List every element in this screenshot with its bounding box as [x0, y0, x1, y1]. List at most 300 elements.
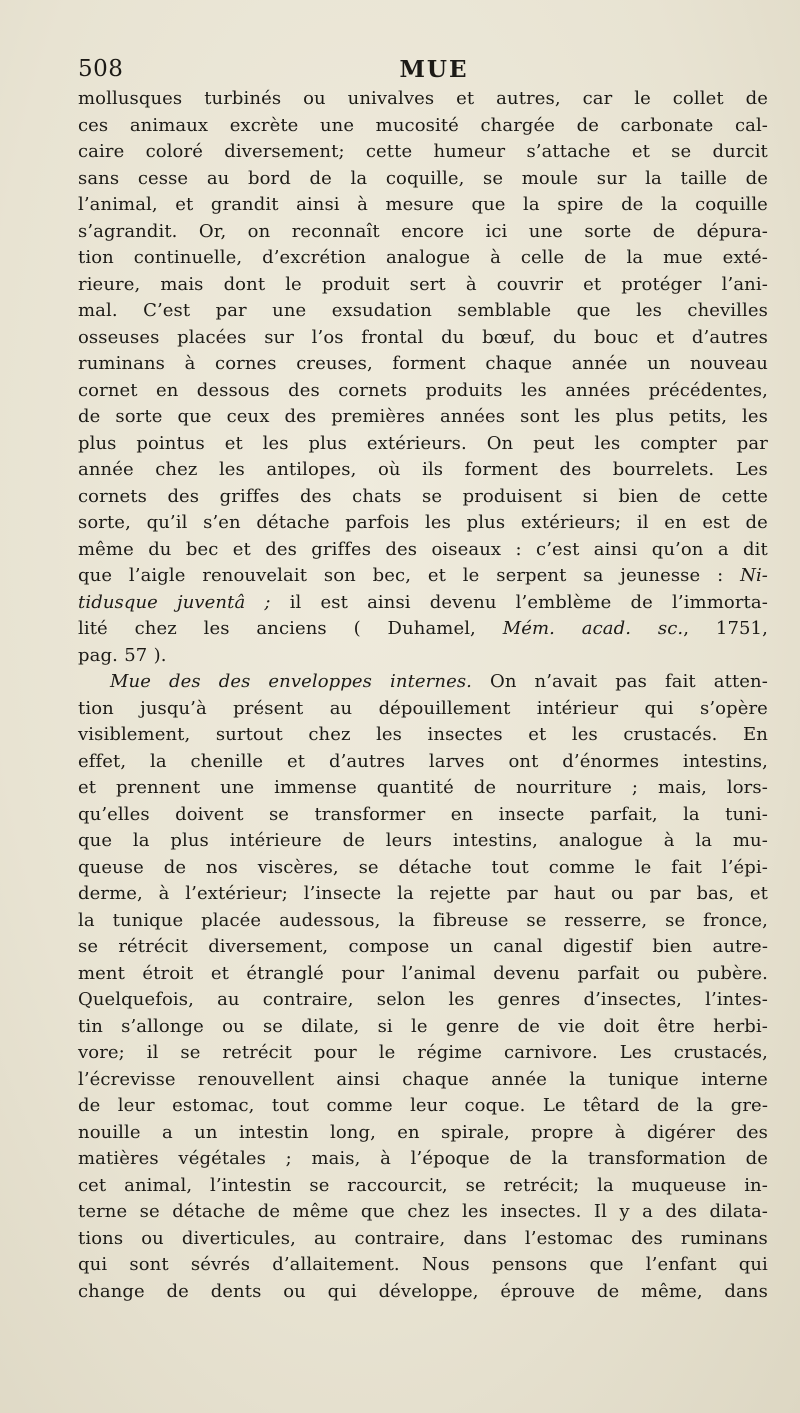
text: si	[377, 1015, 393, 1037]
text: du	[148, 538, 172, 560]
text: que	[78, 830, 113, 851]
text: s’opère	[700, 697, 768, 719]
word	[172, 1093, 254, 1120]
word	[160, 272, 203, 299]
text: au	[217, 989, 240, 1010]
word	[258, 1199, 280, 1226]
word	[746, 166, 768, 193]
word	[491, 1067, 547, 1094]
word	[653, 219, 675, 246]
word	[202, 563, 307, 590]
text: pour	[313, 1042, 357, 1063]
text-line	[78, 616, 768, 643]
text: est	[320, 591, 348, 613]
text: ou	[222, 1015, 245, 1037]
word	[465, 457, 538, 484]
text: ainsi	[336, 1068, 380, 1090]
text: pag.	[78, 644, 118, 666]
word	[210, 1173, 292, 1200]
word	[172, 1199, 245, 1226]
word	[697, 219, 768, 246]
text: les	[520, 379, 547, 401]
word	[308, 722, 350, 749]
text: en	[155, 379, 179, 401]
word	[480, 113, 555, 140]
text: l’écrevisse	[78, 1068, 176, 1090]
word	[121, 1014, 204, 1041]
word	[433, 908, 508, 935]
text: la	[551, 1148, 569, 1169]
text: dessous	[196, 379, 270, 401]
word	[162, 1120, 173, 1147]
word	[723, 245, 768, 272]
word	[376, 113, 459, 140]
text: y	[619, 1201, 630, 1222]
text: étranglé	[246, 962, 324, 984]
word	[507, 881, 538, 908]
word	[78, 378, 138, 405]
text-line	[78, 431, 768, 458]
word	[279, 908, 380, 935]
word	[219, 669, 251, 696]
text: forment	[464, 459, 539, 480]
text: dilata-	[709, 1201, 768, 1222]
text: anciens	[256, 618, 327, 639]
text: a	[161, 1121, 173, 1143]
word	[204, 86, 281, 113]
word	[572, 351, 628, 378]
word	[635, 855, 652, 882]
text: prennent	[115, 777, 201, 798]
text: Nous	[421, 1254, 470, 1275]
word	[78, 1014, 103, 1041]
text: une	[528, 220, 563, 242]
word	[272, 298, 306, 325]
word	[594, 325, 638, 352]
text-line	[78, 404, 768, 431]
word	[451, 802, 473, 829]
word	[417, 1040, 482, 1067]
text: contraire,	[354, 1227, 446, 1249]
text: immense	[274, 777, 357, 798]
word	[199, 219, 226, 246]
word	[328, 1279, 357, 1306]
text: le	[411, 1015, 428, 1037]
text: surtout	[215, 724, 283, 745]
text: herbi-	[713, 1015, 768, 1037]
word	[206, 855, 238, 882]
word	[695, 192, 768, 219]
text: animaux	[129, 114, 209, 136]
word	[410, 272, 446, 299]
text: les	[425, 512, 451, 533]
word	[140, 696, 207, 723]
text: de	[745, 167, 768, 189]
word	[608, 1067, 679, 1094]
word	[78, 219, 177, 246]
word	[378, 457, 401, 484]
text: que	[78, 565, 113, 586]
word	[551, 1146, 568, 1173]
text: à	[380, 1148, 391, 1169]
word	[314, 1040, 357, 1067]
word	[521, 510, 621, 537]
word	[118, 1093, 155, 1120]
word	[283, 1279, 306, 1306]
word	[203, 510, 241, 537]
word	[136, 431, 204, 458]
text: détache	[398, 856, 472, 878]
text-line	[78, 1093, 768, 1120]
text: les	[376, 724, 403, 745]
text: crustacés,	[673, 1042, 768, 1063]
text: s’attache	[526, 141, 611, 162]
word	[467, 510, 506, 537]
word	[376, 722, 402, 749]
word	[156, 378, 178, 405]
text: l’intes-	[705, 989, 768, 1010]
text: de	[630, 591, 653, 613]
text: se	[465, 1174, 486, 1196]
word	[78, 1252, 107, 1279]
text: à	[465, 273, 477, 295]
text-line	[78, 484, 768, 511]
text: transformer	[314, 803, 426, 825]
text: de	[745, 88, 768, 109]
text: ruminans	[78, 353, 165, 374]
word	[78, 1226, 123, 1253]
word	[597, 1279, 619, 1306]
text: effet,	[78, 750, 127, 772]
text: dit	[743, 538, 768, 560]
text: analogue	[558, 830, 643, 851]
word	[322, 272, 390, 299]
text: ruminans	[680, 1227, 768, 1249]
word	[211, 961, 229, 988]
text: intestins,	[682, 750, 768, 772]
word	[177, 325, 246, 352]
text: excrète	[229, 114, 299, 136]
word	[621, 192, 643, 219]
word	[262, 245, 366, 272]
text: peut	[533, 432, 575, 454]
text: quantité	[376, 777, 454, 798]
text: (	[353, 618, 361, 639]
text: audessous,	[279, 909, 381, 931]
word	[497, 987, 560, 1014]
text: de	[621, 194, 644, 215]
text: ainsi	[593, 538, 638, 560]
text: 1751,	[715, 618, 768, 639]
word	[669, 404, 727, 431]
text: coquille,	[385, 167, 465, 189]
text: d’énormes	[562, 750, 660, 772]
text: les	[742, 406, 768, 427]
text: et	[427, 565, 446, 586]
text: s’agrandit.	[78, 220, 178, 242]
text: par	[506, 883, 538, 904]
text: premières	[331, 406, 425, 427]
word	[347, 1173, 447, 1200]
word	[177, 590, 245, 617]
text: la	[569, 1068, 586, 1090]
word	[529, 219, 563, 246]
word	[248, 166, 291, 193]
word	[130, 113, 208, 140]
word	[464, 1093, 525, 1120]
word	[683, 802, 700, 829]
word	[692, 325, 768, 352]
text-line	[78, 1014, 768, 1041]
word	[577, 113, 599, 140]
word	[577, 961, 639, 988]
text: ils	[422, 459, 444, 480]
text: moule	[521, 167, 579, 189]
text: régime	[417, 1042, 483, 1063]
text: d’autres	[691, 326, 768, 348]
word	[110, 669, 151, 696]
text: et	[224, 432, 243, 454]
text-line	[78, 669, 768, 696]
text: chargée	[480, 114, 556, 136]
word	[185, 351, 196, 378]
text: Or,	[198, 220, 227, 242]
text: cette	[365, 141, 413, 162]
word	[422, 1252, 470, 1279]
text: se	[180, 1042, 201, 1063]
text-line	[78, 1173, 768, 1200]
word	[198, 1067, 314, 1094]
word	[588, 1146, 726, 1173]
text: nos	[205, 856, 238, 878]
word	[386, 245, 470, 272]
text-line	[78, 775, 768, 802]
word	[78, 775, 96, 802]
text: devenu	[429, 591, 497, 613]
word	[750, 881, 768, 908]
text: de	[656, 1095, 680, 1116]
word	[133, 828, 150, 855]
word	[702, 510, 729, 537]
italic-text: enveloppes	[268, 671, 373, 692]
word	[466, 272, 477, 299]
text: se	[139, 1201, 160, 1222]
word	[357, 192, 368, 219]
word	[222, 1040, 292, 1067]
word	[618, 484, 658, 511]
text: intestin	[238, 1121, 309, 1143]
word	[474, 775, 496, 802]
text: fait	[664, 671, 696, 692]
text: de	[342, 830, 365, 851]
word	[78, 192, 158, 219]
word	[471, 192, 505, 219]
text: des	[385, 538, 418, 560]
text: se	[483, 167, 504, 189]
text: des	[665, 1201, 698, 1222]
word	[224, 272, 266, 299]
text: développe,	[378, 1280, 479, 1302]
word	[349, 934, 430, 961]
text: l’ani-	[721, 273, 768, 295]
word	[263, 431, 289, 458]
word	[321, 590, 348, 617]
text: dilate,	[301, 1015, 360, 1037]
word	[373, 563, 411, 590]
text: un	[194, 1121, 218, 1143]
word	[564, 908, 647, 935]
word	[740, 563, 768, 590]
text: en	[450, 803, 474, 825]
text: dont	[223, 273, 266, 295]
text: in-	[744, 1174, 768, 1196]
word	[216, 722, 283, 749]
word	[569, 1067, 586, 1094]
text: une	[319, 114, 355, 136]
text: sorte	[584, 220, 632, 242]
text: on	[247, 220, 271, 242]
text: se	[358, 856, 379, 878]
word	[671, 139, 691, 166]
word	[594, 537, 638, 564]
text: sur	[596, 167, 627, 189]
word	[312, 325, 344, 352]
text: ment	[78, 962, 125, 984]
italic-text: internes.	[390, 671, 472, 692]
word	[647, 1120, 715, 1147]
text: pubère.	[697, 962, 768, 984]
word	[159, 881, 170, 908]
word	[641, 1279, 703, 1306]
word	[649, 378, 768, 405]
text: et	[175, 194, 194, 215]
word	[632, 775, 638, 802]
word	[296, 351, 373, 378]
text: et	[656, 326, 675, 348]
text: grandit	[210, 194, 279, 215]
word	[746, 510, 768, 537]
word	[272, 1093, 309, 1120]
text: l’intestin	[210, 1174, 292, 1196]
text: produit	[321, 273, 390, 295]
word	[577, 298, 611, 325]
text: précédentes,	[648, 379, 768, 401]
text: de	[517, 1015, 541, 1037]
text: bec	[185, 538, 219, 560]
text: par	[649, 883, 681, 904]
word	[401, 219, 464, 246]
text: se	[78, 936, 99, 957]
italic-text: sc.	[657, 618, 684, 639]
word	[118, 934, 188, 961]
text: plus	[615, 406, 654, 427]
word	[430, 881, 491, 908]
text: il	[289, 591, 302, 613]
word	[311, 1146, 360, 1173]
word	[142, 961, 193, 988]
text: leurs	[385, 830, 433, 851]
word	[182, 1226, 296, 1253]
word	[287, 749, 305, 776]
page-number: 508	[78, 56, 124, 82]
text-line	[78, 1146, 768, 1173]
text: les	[448, 989, 475, 1010]
text: et	[210, 962, 229, 984]
text: exsudation	[331, 300, 432, 321]
text: creuses,	[296, 353, 373, 374]
text: l’extérieur;	[185, 883, 288, 904]
word	[220, 484, 280, 511]
text: dépura-	[696, 220, 768, 242]
text: nourriture	[515, 777, 613, 798]
text: Les	[735, 459, 768, 480]
italic-text: tidusque	[78, 591, 158, 613]
text: l’estomac	[524, 1227, 614, 1249]
text: spirale,	[441, 1121, 510, 1143]
word	[457, 298, 551, 325]
word	[320, 113, 354, 140]
italic-text: des	[168, 671, 201, 692]
word	[147, 510, 188, 537]
text-line	[78, 828, 768, 855]
text: insecte	[498, 803, 565, 825]
text: sorte,	[78, 512, 131, 533]
word	[256, 510, 329, 537]
word	[351, 166, 368, 193]
text: à	[357, 194, 368, 215]
word	[410, 1093, 447, 1120]
text: cornes	[215, 353, 277, 374]
text-line	[78, 696, 768, 723]
word	[642, 1199, 653, 1226]
word	[620, 563, 700, 590]
word	[425, 510, 451, 537]
word	[266, 457, 356, 484]
text: le	[378, 1042, 396, 1063]
text: ici	[485, 220, 508, 242]
word	[456, 86, 474, 113]
word	[553, 325, 576, 352]
text: au	[313, 1227, 337, 1249]
word	[649, 881, 680, 908]
text: de	[257, 1201, 281, 1222]
word	[430, 590, 497, 617]
text: d’insectes,	[583, 989, 682, 1010]
text: On	[489, 671, 517, 692]
text: Le	[542, 1095, 566, 1116]
word	[497, 272, 563, 299]
text: selon	[376, 989, 426, 1010]
text: raccourcit,	[347, 1174, 448, 1196]
word	[690, 351, 768, 378]
word	[500, 1279, 575, 1306]
word	[516, 537, 522, 564]
text: extérieurs;	[520, 512, 622, 533]
text: détache	[172, 1201, 246, 1222]
text: ceux	[226, 406, 270, 427]
text: de	[584, 247, 607, 268]
word	[386, 828, 432, 855]
word	[453, 828, 538, 855]
text: que	[177, 406, 212, 427]
text: lors-	[726, 777, 768, 798]
text: renouvelait	[202, 565, 308, 586]
word	[613, 457, 715, 484]
text: les	[594, 432, 621, 454]
word	[211, 192, 279, 219]
word	[503, 1173, 579, 1200]
text: osseuses	[78, 326, 160, 348]
